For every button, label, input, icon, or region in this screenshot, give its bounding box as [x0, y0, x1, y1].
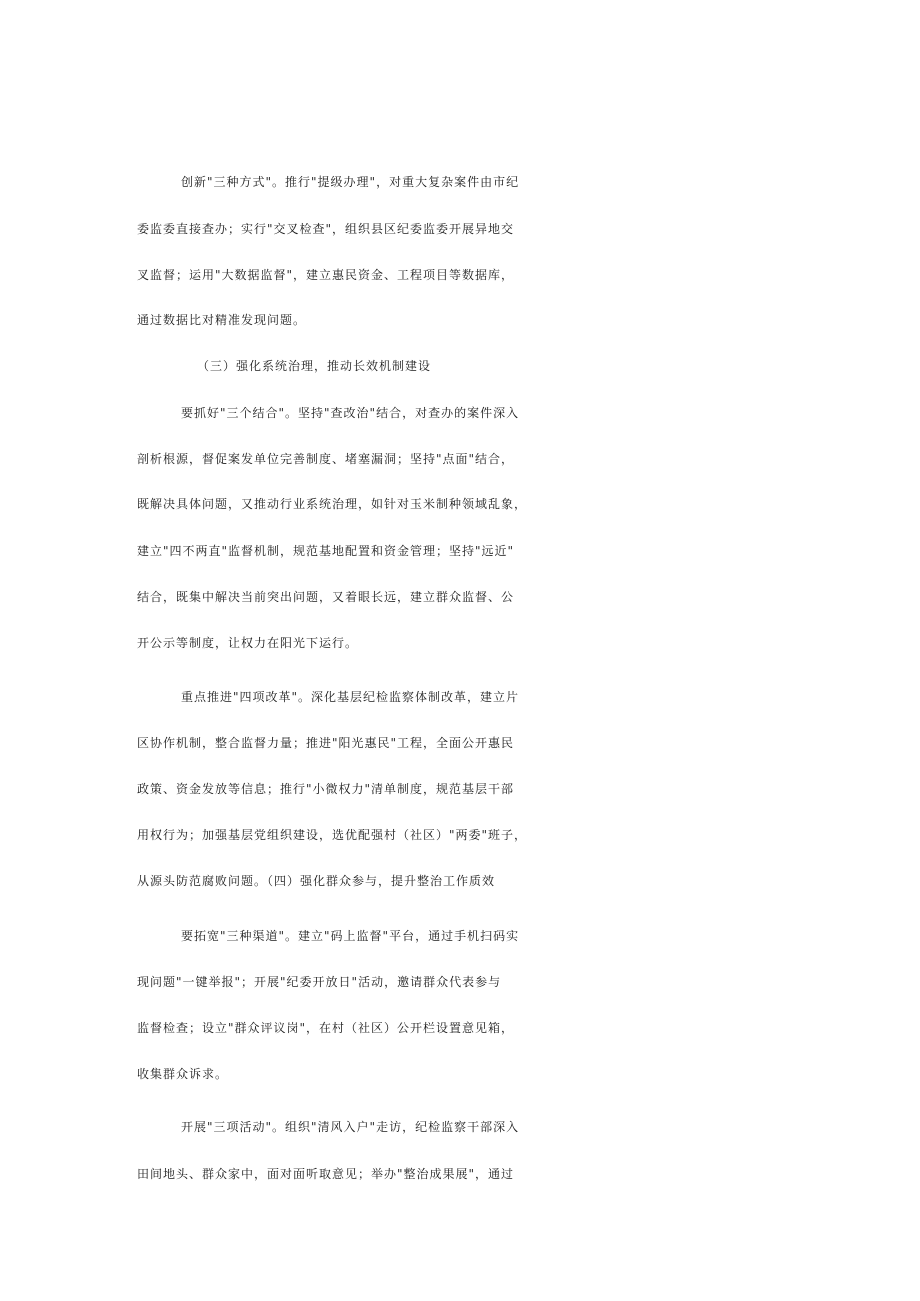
paragraph-1-line-3: 叉监督；运用"大数据监督"，建立惠民资金、工程项目等数据库，	[137, 268, 515, 282]
paragraph-2-line-6: 开公示等制度，让权力在阳光下运行。	[137, 636, 359, 650]
paragraph-2-line-1: 要抓好"三个结合"。坚持"查改治"结合，对查办的案件深入	[181, 406, 520, 420]
paragraph-2-line-4: 建立"四不两直"监督机制，规范基地配置和资金管理；坚持"远近"	[137, 544, 515, 558]
paragraph-3-line-2: 区协作机制，整合监督力量；推进"阳光惠民"工程，全面公开惠民	[137, 736, 515, 750]
paragraph-4-line-4: 收集群众诉求。	[137, 1067, 229, 1081]
paragraph-5-line-1: 开展"三项活动"。组织"清风入户"走访，纪检监察干部深入	[181, 1120, 520, 1134]
paragraph-1-line-4: 通过数据比对精准发现问题。	[137, 313, 307, 327]
paragraph-2-line-2: 剖析根源，督促案发单位完善制度、堵塞漏洞；坚持"点面"结合，	[137, 452, 515, 466]
section-heading: （三）强化系统治理，推动长效机制建设	[197, 359, 432, 373]
paragraph-3-line-3: 政策、资金发放等信息；推行"小微权力"清单制度，规范基层干部	[137, 782, 515, 796]
paragraph-4-line-2: 现问题"一键举报"；开展"纪委开放日"活动，邀请群众代表参与	[137, 975, 502, 989]
paragraph-3-line-1: 重点推进"四项改革"。深化基层纪检监察体制改革，建立片	[181, 690, 520, 704]
paragraph-4-line-3: 监督检查；设立"群众评议岗"，在村（社区）公开栏设置意见箱，	[137, 1021, 515, 1035]
paragraph-1-line-2: 委监委直接查办；实行"交叉检查"，组织县区纪委监委开展异地交	[137, 222, 515, 236]
paragraph-1-line-1: 创新"三种方式"。推行"提级办理"，对重大复杂案件由市纪	[181, 175, 520, 189]
paragraph-2-line-5: 结合，既集中解决当前突出问题，又着眼长远，建立群众监督、公	[137, 590, 515, 604]
paragraph-4-line-1: 要拓宽"三种渠道"。建立"码上监督"平台，通过手机扫码实	[181, 929, 520, 943]
paragraph-5-line-2: 田间地头、群众家中，面对面听取意见；举办"整治成果展"，通过	[137, 1167, 515, 1181]
paragraph-2-line-3: 既解决具体问题，又推动行业系统治理，如针对玉米制种领域乱象，	[137, 497, 528, 511]
paragraph-3-line-5: 从源头防范腐败问题。（四）强化群众参与，提升整治工作质效	[137, 874, 496, 888]
paragraph-3-line-4: 用权行为；加强基层党组织建设，选优配强村（社区）"两委"班子，	[137, 828, 528, 842]
